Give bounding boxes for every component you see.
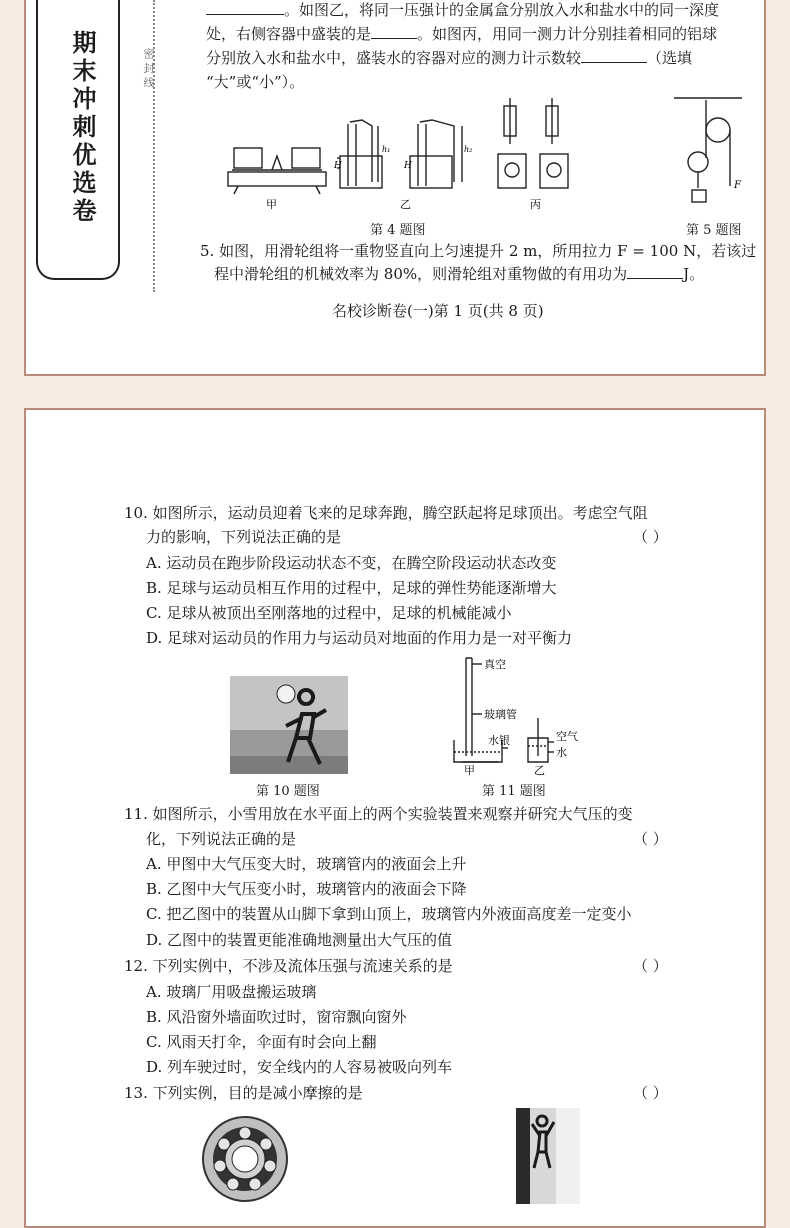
climbing-image xyxy=(516,1108,580,1204)
q12-option-d: D. 列车驶过时，安全线内的人容易被吸向列车 xyxy=(146,1058,453,1076)
fig-label-bing: 丙 xyxy=(530,198,541,211)
page-footer: 名校诊断卷(一)第 1 页(共 8 页) xyxy=(332,302,544,320)
q11-option-d: D. 乙图中的装置更能准确地测量出大气压的值 xyxy=(146,931,453,949)
q12-option-b: B. 风沿窗外墙面吹过时，窗帘飘向窗外 xyxy=(146,1008,407,1026)
fig-label-F: F xyxy=(734,180,741,191)
answer-blank[interactable] xyxy=(627,278,683,279)
fig11-label-mercury: 水银 xyxy=(488,734,510,747)
q10-option-a: A. 运动员在跑步阶段运动状态不变，在腾空阶段运动状态改变 xyxy=(146,554,557,572)
fig11-label-jia: 甲 xyxy=(464,764,475,777)
q12-stem: 12. 下列实例中，不涉及流体压强与流速关系的是 xyxy=(124,957,453,975)
q10-answer-paren[interactable]: （ ） xyxy=(633,528,668,546)
fig11-label-air: 空气 xyxy=(556,730,578,743)
caption-fig5: 第 5 题图 xyxy=(686,223,742,238)
bearing-image xyxy=(200,1114,290,1204)
q12-answer-paren[interactable]: （ ） xyxy=(633,957,668,975)
q11-stem-2: 化，下列说法正确的是 xyxy=(146,830,297,848)
answer-blank[interactable] xyxy=(581,62,647,63)
q10-stem-1: 10. 如图所示，运动员迎着飞来的足球奔跑，腾空跃起将足球顶出。考虑空气阻 xyxy=(124,504,648,522)
q5-line-1: 5. 如图，用滑轮组将一重物竖直向上匀速提升 2 m，所用拉力 F = 100 N，若该过 xyxy=(200,242,757,260)
fig-label-h2: h₂ xyxy=(464,145,473,154)
q4-line-3: 分别放入水和盐水中，盛装水的容器对应的测力计示数较 （选填 xyxy=(206,49,693,67)
q10-option-c: C. 足球从被顶出至刚落地的过程中，足球的机械能减小 xyxy=(146,604,512,622)
side-tab-title: 期末冲刺优选卷 xyxy=(68,30,96,226)
q10-stem-2: 力的影响，下列说法正确的是 xyxy=(146,528,342,546)
q11-answer-paren[interactable]: （ ） xyxy=(633,830,668,848)
q4-line-2: 处，右侧容器中盛装的是 。如图丙，用同一测力计分别挂着相同的铝球 xyxy=(206,25,718,43)
caption-fig10: 第 10 题图 xyxy=(256,784,320,799)
q11-stem-1: 11. 如图所示，小雪用放在水平面上的两个实验装置来观察并研究大气压的变 xyxy=(124,805,633,823)
fig-label-H: H xyxy=(334,161,342,171)
fig11-label-tube: 玻璃管 xyxy=(484,708,517,721)
answer-blank[interactable] xyxy=(371,38,417,39)
caption-fig11: 第 11 题图 xyxy=(482,784,546,799)
fig-label-H2: H xyxy=(404,161,412,171)
q10-option-b: B. 足球与运动员相互作用的过程中，足球的弹性势能逐渐增大 xyxy=(146,579,557,597)
seal-line xyxy=(153,0,155,292)
figure-11-diagram xyxy=(448,652,596,778)
figure-10-photo xyxy=(230,676,348,774)
q12-option-c: C. 风雨天打伞，伞面有时会向上翻 xyxy=(146,1033,377,1051)
fig-label-jia: 甲 xyxy=(266,198,277,211)
q11-option-c: C. 把乙图中的装置从山脚下拿到山顶上，玻璃管内外液面高度差一定变小 xyxy=(146,905,632,923)
q13-stem: 13. 下列实例，目的是减小摩擦的是 xyxy=(124,1084,363,1102)
seal-line-label: 密 封 线 xyxy=(142,48,155,88)
q11-option-a: A. 甲图中大气压变大时，玻璃管内的液面会上升 xyxy=(146,855,467,873)
answer-blank[interactable] xyxy=(206,14,284,15)
q4-line-1: 。如图乙，将同一压强计的金属盒分别放入水和盐水中的同一深度 xyxy=(206,0,719,21)
fig-label-h1: h₁ xyxy=(382,145,391,154)
q11-option-b: B. 乙图中大气压变小时，玻璃管内的液面会下降 xyxy=(146,880,467,898)
fig11-label-yi: 乙 xyxy=(534,764,545,777)
q12-option-a: A. 玻璃厂用吸盘搬运玻璃 xyxy=(146,983,317,1001)
fig11-label-water: 水 xyxy=(556,746,567,759)
side-tab xyxy=(36,0,120,280)
caption-fig4: 第 4 题图 xyxy=(370,223,426,238)
fig11-label-vacuum: 真空 xyxy=(484,658,506,671)
q4-line-4: “大”或“小”）。 xyxy=(206,73,305,91)
q10-option-d: D. 足球对运动员的作用力与运动员对地面的作用力是一对平衡力 xyxy=(146,629,573,647)
q13-answer-paren[interactable]: （ ） xyxy=(633,1084,668,1102)
q5-line-2: 程中滑轮组的机械效率为 80%，则滑轮组对重物做的有用功为 J。 xyxy=(214,265,705,283)
figure-4-5 xyxy=(222,96,762,221)
fig-label-yi: 乙 xyxy=(400,198,411,211)
